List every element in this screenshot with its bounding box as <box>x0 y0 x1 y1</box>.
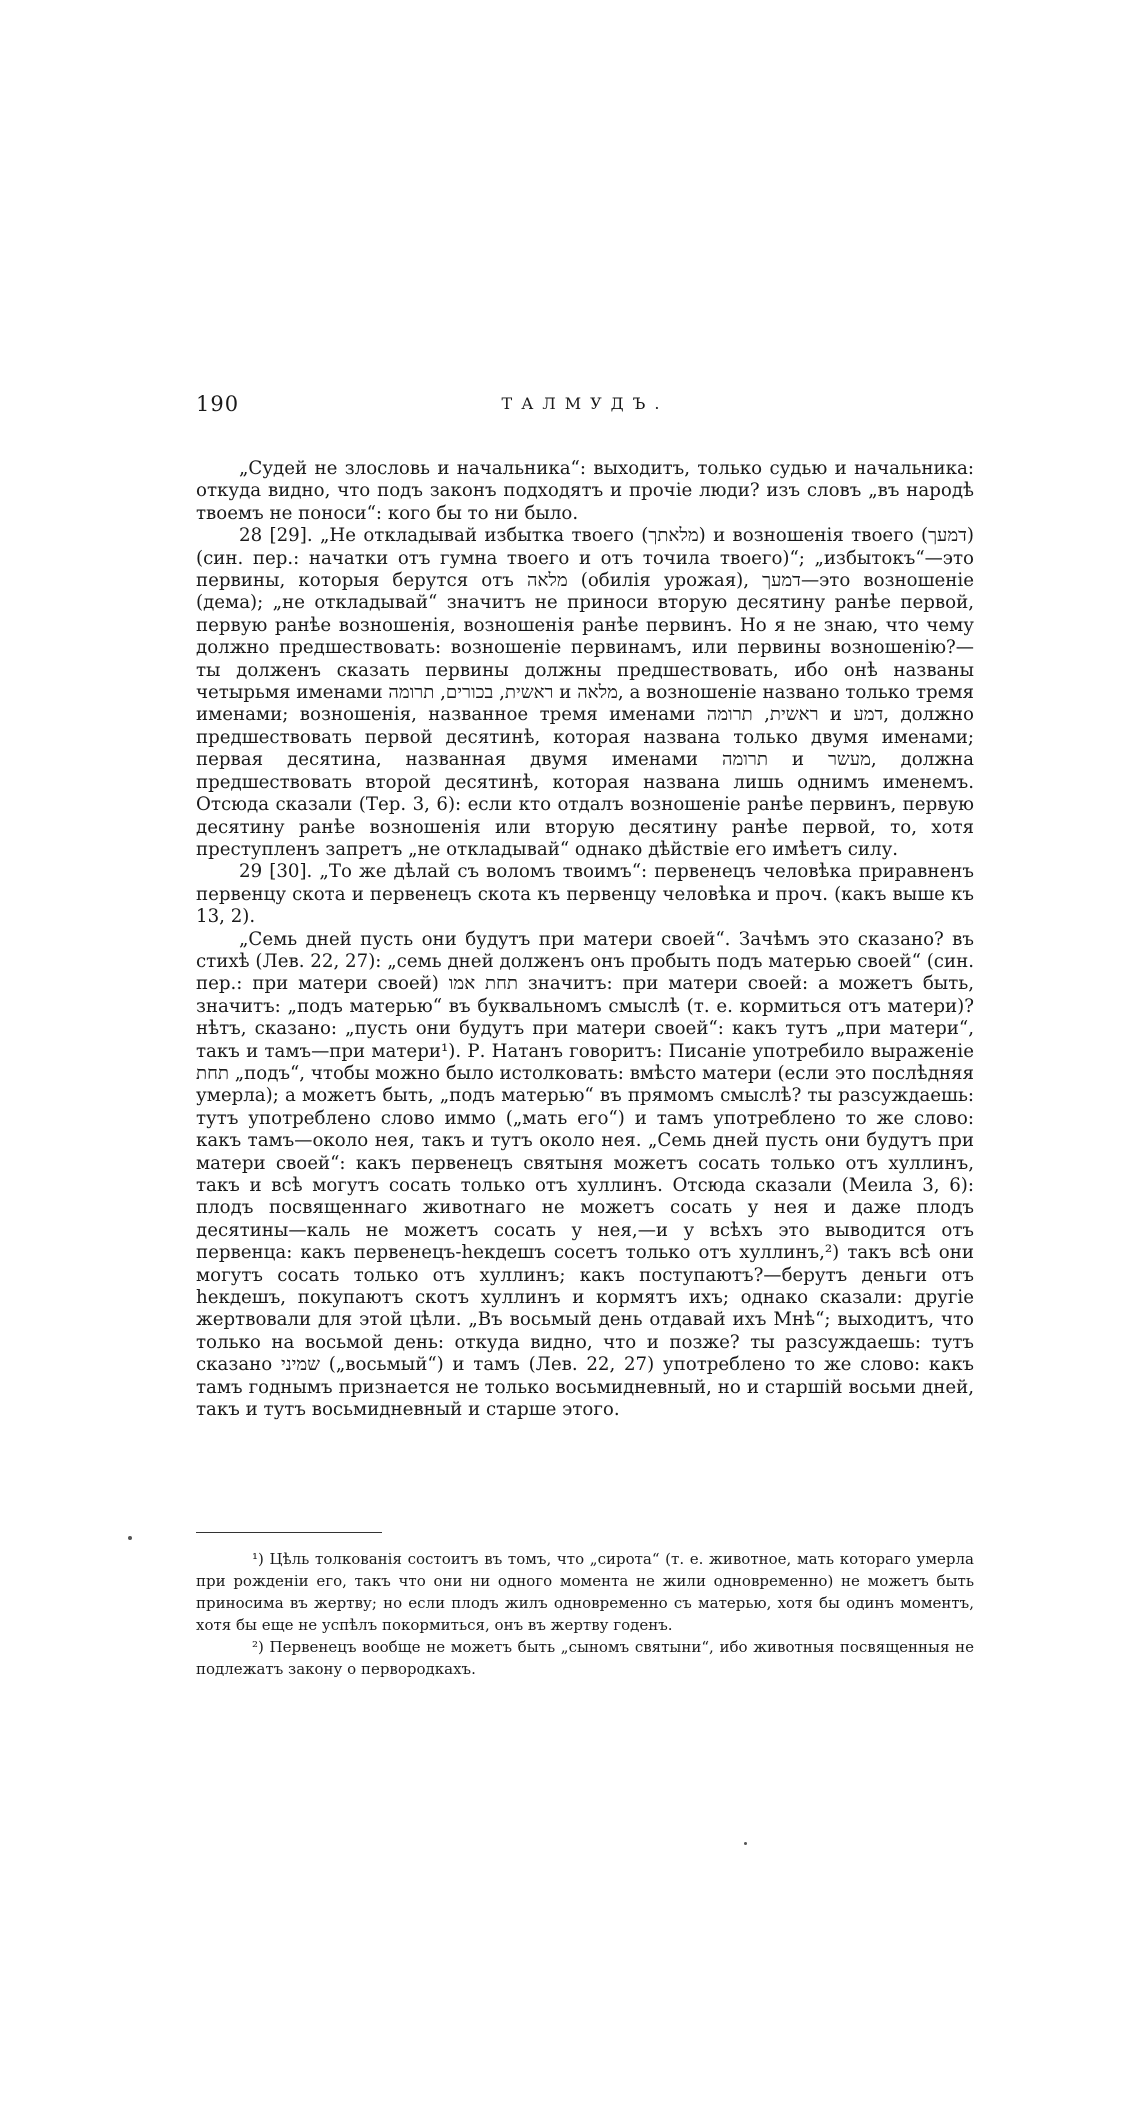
page-header <box>196 392 974 432</box>
footnote-divider <box>196 1532 382 1533</box>
scan-speck <box>128 1536 132 1540</box>
running-title: ТАЛМУДЪ. <box>501 394 669 413</box>
scan-speck <box>744 1842 747 1845</box>
paragraph-29: 29 [30]. „То же дѣлай съ воломъ твоимъ“: первенецъ человѣка приравненъ первенцу скота и первенецъ скота къ первенцу человѣка и проч. (какъ выше къ 13, 2). <box>196 861 974 928</box>
footnotes <box>196 1548 974 1680</box>
main-text <box>196 458 974 1421</box>
paragraph-seven-days: „Семь дней пусть они будутъ при матери своей“. Зачѣмъ это сказано? въ стихѣ (Лев. 22, 27): „семь дней долженъ онъ пробыть подъ матерью своей“ (син. пер.: при матери своей) תחת אמו значитъ: при матери своей: а можетъ быть, значитъ: „подъ матерью“ въ буквальномъ смыслѣ (т. е. кормиться отъ матери)? нѣтъ, сказано: „пусть они будутъ при матери своей“: какъ тутъ „при матери“, такъ и тамъ—при матери¹). Р. Натанъ говоритъ: Писаніе употребило выраженіе תחת „подъ“, чтобы можно было истолковать: вмѣсто матери (если это послѣдняя умерла); а можетъ быть, „подъ матерью“ въ прямомъ смыслѣ? ты разсуждаешь: тутъ употреблено слово иммо („мать его“) и тамъ употреблено то же слово: какъ тамъ—около нея, такъ и тутъ около нея. „Семь дней пусть они будутъ при матери своей“: какъ первенецъ святыня можетъ сосать только отъ хуллинъ, такъ и всѣ могутъ сосать только отъ хуллинъ. Отсюда сказали (Меила 3, 6): плодъ посвященнаго животнаго не можетъ сосать у нея и даже плодъ десятины—каль не можетъ сосать у нея,—и у всѣхъ это выводится отъ первенца: какъ первенецъ-hекдешъ сосетъ только отъ хуллинъ,²) такъ всѣ они могутъ сосать только отъ хуллинъ; какъ поступаютъ?—берутъ деньги отъ hекдешъ, покупаютъ скотъ хуллинъ и кормятъ ихъ; однако сказали: другіе жертвовали для этой цѣли. „Въ восьмый день отдавай ихъ Мнѣ“; выходитъ, что только на восьмой день: откуда видно, что и позже? ты разсуждаешь: тутъ сказано שמיני („восьмый“) и тамъ (Лев. 22, 27) употреблено то же слово: какъ тамъ годнымъ признается не только восьмидневный, но и старшій восьми дней, такъ и тутъ восьмидневный и старше этого. <box>196 928 975 1421</box>
footnote-2: ²) Первенецъ вообще не можетъ быть „сыномъ святыни“, ибо животныя посвященныя не подлежатъ закону о первородкахъ. <box>196 1638 974 1678</box>
footnote-1: ¹) Цѣль толкованія состоитъ въ томъ, что „сирота“ (т. е. животное, мать котораго умерла при рожденіи его, такъ что они ни одного момента не жили одновременно) не можетъ быть приносима въ жертву; но если плодъ жилъ одновременно съ матерью, хотя бы одинъ моментъ, хотя бы еще не успѣлъ покормиться, онъ въ жертву годенъ. <box>196 1550 974 1634</box>
paragraph-judges: „Судей не злословь и начальника“: выходитъ, только судью и начальника: откуда видно, что подъ законъ подходятъ и прочіе люди? изъ словъ „въ народѣ твоемъ не поноси“: кого бы то ни было. <box>196 458 974 524</box>
paragraph-28: 28 [29]. „Не откладывай избытка твоего (מלאתך) и возношенія твоего (דמעך) (син. пер.: начатки отъ гумна твоего и отъ точила твоего)“; „избытокъ“—это первины, которыя берутся отъ מלאה (обилія урожая), דמעך—это возношеніе (дема); „не откладывай“ значитъ не приноси вторую десятину ранѣе первой, первую ранѣе возношенія, возношенія ранѣе первинъ. Но я не знаю, что чему должно предшествовать: возношеніе первинамъ, или первины возношенію?—ты долженъ сказать первины должны предшествовать, ибо онѣ названы четырьмя именами ראשית, בכורים, תרומה и מלאה, а возношеніе названо только тремя именами; возношенія, названное тремя именами ראשית, תרומה и דמע, должно предшествовать первой десятинѣ, которая названа только двумя именами; первая десятина, названная двумя именами תרומה и מעשר, должна предшествовать второй десятинѣ, которая названа лишь однимъ именемъ. Отсюда сказали (Тер. 3, 6): если кто отдалъ возношеніе ранѣе первинъ, первую десятину ранѣе возношенія или вторую десятину ранѣе первой, то, хотя преступленъ запретъ „не откладывай“ однако дѣйствіе его имѣетъ силу. <box>196 525 975 860</box>
page-number: 190 <box>196 392 240 416</box>
